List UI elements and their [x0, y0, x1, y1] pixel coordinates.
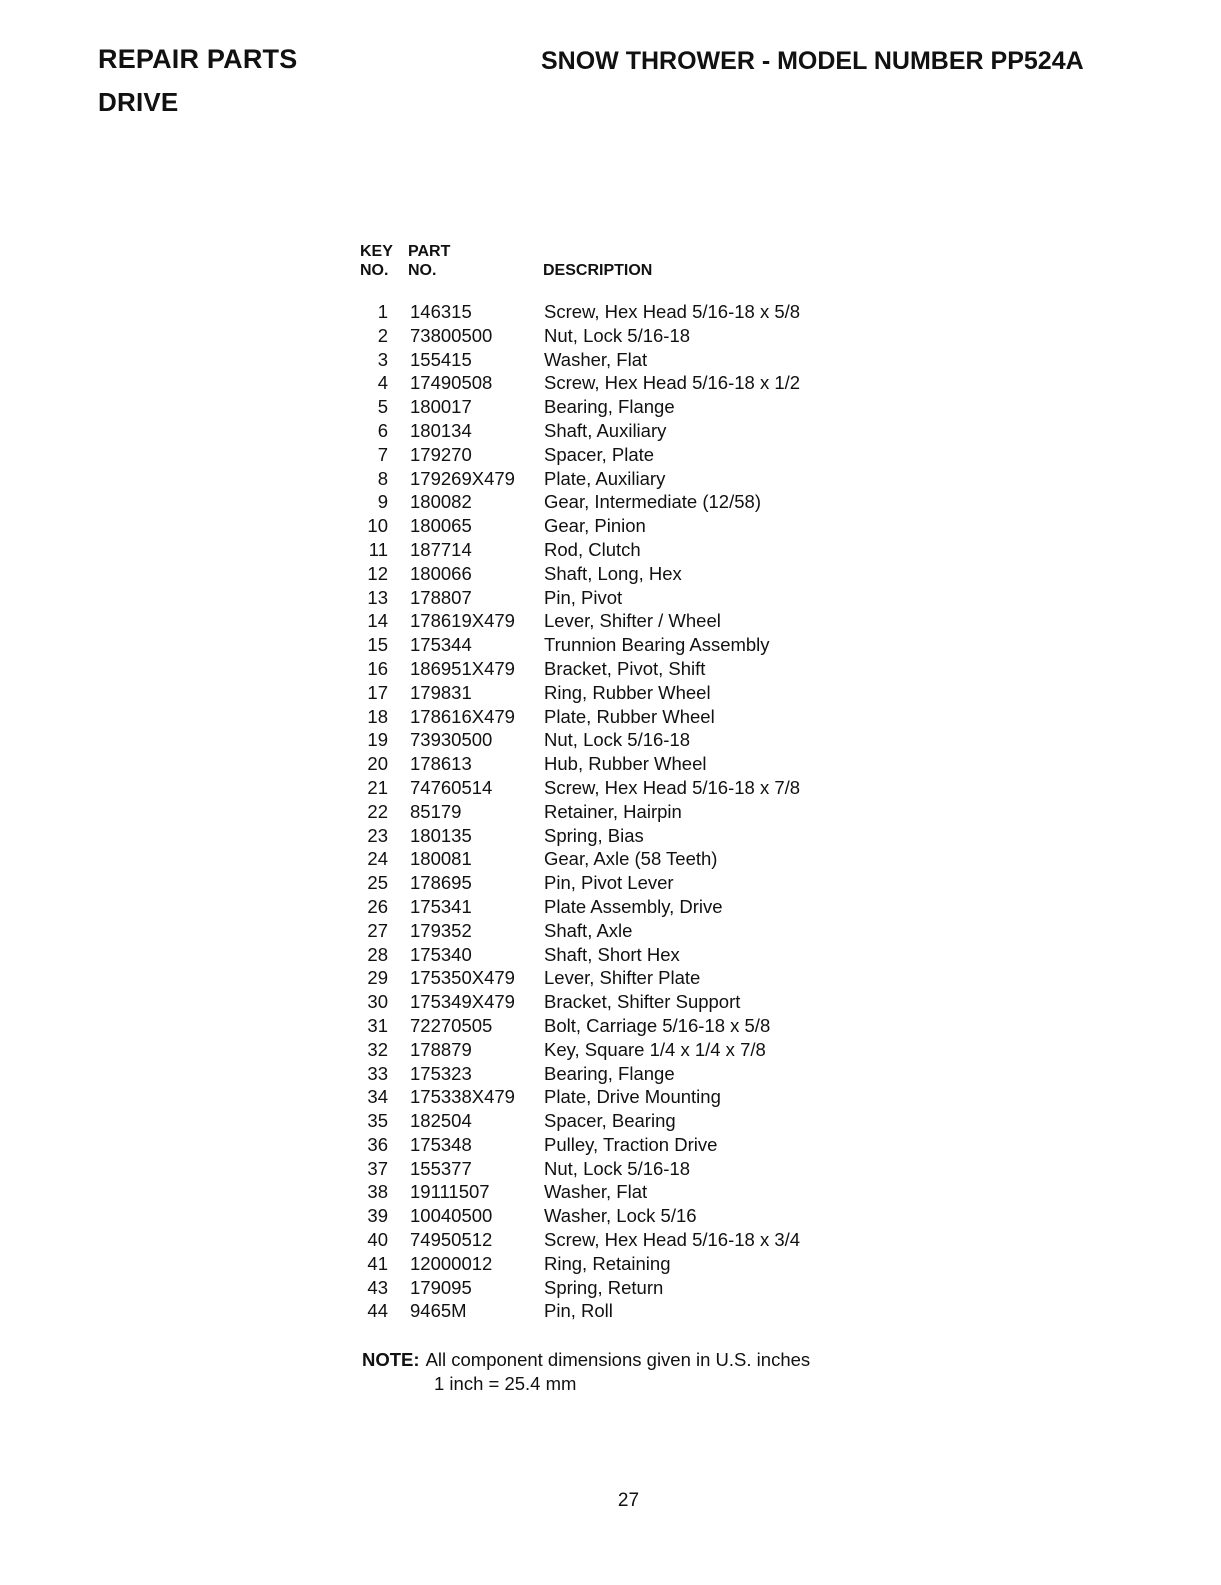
table-row: [358, 657, 878, 681]
description-cell: Ring, Rubber Wheel: [544, 681, 711, 703]
part-no-cell: 180081: [410, 848, 472, 870]
key-no-label-1: KEY: [360, 243, 393, 260]
part-no-cell: 175338X479: [410, 1086, 515, 1108]
part-no-cell: 155377: [410, 1157, 472, 1179]
key-no-cell: 41: [367, 1252, 388, 1274]
section-title: DRIVE: [98, 87, 179, 117]
key-no-cell: 29: [367, 967, 388, 989]
table-row: [358, 1038, 878, 1062]
description-cell: Nut, Lock 5/16-18: [544, 1157, 691, 1179]
description-cell: Gear, Pinion: [544, 515, 646, 537]
key-no-cell: 14: [367, 610, 388, 632]
part-no-cell: 179831: [410, 681, 472, 703]
key-no-cell: 16: [367, 657, 388, 679]
description-cell: Pin, Pivot: [544, 586, 623, 608]
description-cell: Lever, Shifter / Wheel: [544, 610, 721, 632]
part-no-cell: 178807: [410, 586, 472, 608]
part-no-cell: 175349X479: [410, 991, 515, 1013]
key-no-cell: 39: [367, 1205, 388, 1227]
key-no-cell: 5: [377, 396, 388, 418]
note-line-2: 1 inch = 25.4 mm: [434, 1373, 577, 1394]
part-no-cell: 72270505: [410, 1014, 493, 1036]
description-cell: Bearing, Flange: [544, 1062, 675, 1084]
part-no-label-1: PART: [408, 243, 451, 260]
key-no-cell: 4: [377, 372, 388, 394]
part-no-cell: 180082: [410, 491, 472, 513]
description-cell: Lever, Shifter Plate: [544, 967, 701, 989]
key-no-cell: 17: [367, 681, 388, 703]
key-no-cell: 15: [367, 634, 388, 656]
table-row: [358, 871, 878, 895]
part-no-cell: 175341: [410, 895, 472, 917]
table-row: [358, 1252, 878, 1276]
table-row: [358, 1180, 878, 1204]
table-row: [358, 1157, 878, 1181]
key-no-cell: 44: [367, 1300, 388, 1322]
description-cell: Pulley, Traction Drive: [544, 1133, 718, 1155]
part-no-cell: 179270: [410, 443, 472, 465]
part-no-cell: 9465M: [410, 1300, 467, 1322]
key-no-cell: 31: [367, 1014, 388, 1036]
key-no-cell: 12: [367, 562, 388, 584]
page-title: REPAIR PARTS: [98, 44, 298, 74]
description-cell: Gear, Axle (58 Teeth): [544, 848, 718, 870]
key-no-cell: 30: [367, 991, 388, 1013]
key-no-cell: 32: [367, 1038, 388, 1060]
table-row: [358, 728, 878, 752]
part-no-cell: 146315: [410, 301, 472, 322]
table-row: [358, 1204, 878, 1228]
parts-list: [358, 240, 878, 1323]
table-row: [358, 443, 878, 467]
key-no-cell: 10: [367, 515, 388, 537]
description-cell: Spring, Bias: [544, 824, 644, 846]
key-no-cell: 26: [367, 895, 388, 917]
model-prefix: SNOW THROWER - MODEL NUMBER: [541, 47, 984, 75]
table-row: [358, 966, 878, 990]
part-no-cell: 155415: [410, 348, 472, 370]
part-no-cell: 73800500: [410, 324, 493, 346]
table-row: [358, 1299, 878, 1323]
key-no-cell: 36: [367, 1133, 388, 1155]
part-no-label-2: NO.: [408, 262, 437, 279]
table-row: [358, 1276, 878, 1300]
model-number: PP524A: [990, 47, 1084, 75]
description-cell: Nut, Lock 5/16-18: [544, 324, 691, 346]
description-cell: Hub, Rubber Wheel: [544, 753, 707, 775]
part-no-cell: 178695: [410, 872, 472, 894]
description-cell: Screw, Hex Head 5/16-18 x 3/4: [544, 1229, 801, 1251]
table-row: [358, 990, 878, 1014]
key-no-cell: 24: [367, 848, 388, 870]
key-no-cell: 20: [367, 753, 388, 775]
part-no-cell: 19111507: [410, 1181, 490, 1203]
key-no-cell: 8: [377, 467, 388, 489]
description-cell: Washer, Lock 5/16: [544, 1205, 697, 1227]
description-cell: Pin, Roll: [544, 1300, 613, 1322]
description-cell: Washer, Flat: [544, 1181, 648, 1203]
table-row: [358, 847, 878, 871]
page-header-left: [98, 46, 297, 115]
description-cell: Plate, Drive Mounting: [544, 1086, 721, 1108]
part-no-cell: 178613: [410, 753, 472, 775]
table-row: [358, 1085, 878, 1109]
key-no-cell: 43: [367, 1276, 388, 1298]
table-row: [358, 467, 878, 491]
part-no-cell: 175340: [410, 943, 472, 965]
key-no-cell: 27: [367, 919, 388, 941]
part-no-cell: 17490508: [410, 372, 493, 394]
table-row: [358, 752, 878, 776]
part-no-cell: 175350X479: [410, 967, 515, 989]
key-no-cell: 37: [367, 1157, 388, 1179]
table-row: [358, 586, 878, 610]
key-no-cell: 21: [367, 776, 388, 798]
table-row: [358, 681, 878, 705]
table-row: [358, 943, 878, 967]
part-no-cell: 179352: [410, 919, 472, 941]
description-cell: Nut, Lock 5/16-18: [544, 729, 691, 751]
table-row: [358, 348, 878, 372]
description-cell: Trunnion Bearing Assembly: [544, 634, 770, 656]
table-row: [358, 371, 878, 395]
model-heading: [541, 49, 1084, 74]
description-cell: Bearing, Flange: [544, 396, 675, 418]
description-cell: Washer, Flat: [544, 348, 648, 370]
part-no-cell: 178616X479: [410, 705, 515, 727]
table-row: [358, 1133, 878, 1157]
table-row: [358, 300, 878, 324]
key-no-cell: 19: [367, 729, 388, 751]
key-no-cell: 9: [377, 491, 388, 513]
part-no-cell: 178619X479: [410, 610, 515, 632]
description-cell: Shaft, Auxiliary: [544, 419, 667, 441]
table-row: [358, 324, 878, 348]
description-cell: Screw, Hex Head 5/16-18 x 5/8: [544, 301, 801, 322]
part-no-cell: 85179: [410, 800, 462, 822]
parts-list-header: [358, 240, 878, 300]
table-row: [358, 776, 878, 800]
part-no-cell: 175348: [410, 1133, 472, 1155]
key-no-cell: 11: [368, 538, 388, 560]
part-no-cell: 178879: [410, 1038, 472, 1060]
description-cell: Gear, Intermediate (12/58): [544, 491, 761, 513]
key-no-cell: 33: [367, 1062, 388, 1084]
table-row: [358, 419, 878, 443]
description-cell: Bolt, Carriage 5/16-18 x 5/8: [544, 1014, 771, 1036]
table-row: [358, 609, 878, 633]
key-no-cell: 25: [367, 872, 388, 894]
table-row: [358, 395, 878, 419]
part-no-cell: 179095: [410, 1276, 472, 1298]
key-no-label-2: NO.: [360, 262, 389, 279]
description-cell: Screw, Hex Head 5/16-18 x 7/8: [544, 776, 801, 798]
note-label: NOTE:: [362, 1349, 420, 1370]
key-no-cell: 2: [377, 324, 388, 346]
key-no-cell: 23: [367, 824, 388, 846]
table-row: [358, 562, 878, 586]
description-label: DESCRIPTION: [543, 262, 653, 279]
part-no-cell: 12000012: [410, 1252, 493, 1274]
key-no-cell: 22: [367, 800, 388, 822]
description-cell: Rod, Clutch: [544, 538, 641, 560]
key-no-cell: 7: [377, 443, 388, 465]
table-row: [358, 490, 878, 514]
description-cell: Bracket, Shifter Support: [544, 991, 741, 1013]
part-no-cell: 179269X479: [410, 467, 515, 489]
description-cell: Spring, Return: [544, 1276, 664, 1298]
table-row: [358, 1062, 878, 1086]
description-cell: Retainer, Hairpin: [544, 800, 682, 822]
key-no-cell: 38: [367, 1181, 388, 1203]
table-row: [358, 514, 878, 538]
description-cell: Key, Square 1/4 x 1/4 x 7/8: [544, 1038, 766, 1060]
key-no-cell: 1: [377, 301, 388, 322]
note: [362, 1348, 810, 1396]
table-row: [358, 705, 878, 729]
description-cell: Shaft, Short Hex: [544, 943, 680, 965]
table-row: [358, 633, 878, 657]
description-cell: Bracket, Pivot, Shift: [544, 657, 706, 679]
part-no-cell: 73930500: [410, 729, 493, 751]
description-cell: Plate, Rubber Wheel: [544, 705, 715, 727]
key-no-cell: 28: [367, 943, 388, 965]
description-cell: Pin, Pivot Lever: [544, 872, 674, 894]
part-no-cell: 74760514: [410, 776, 493, 798]
part-no-cell: 186951X479: [410, 657, 515, 679]
description-cell: Shaft, Long, Hex: [544, 562, 682, 584]
part-no-cell: 180134: [410, 419, 472, 441]
description-cell: Shaft, Axle: [544, 919, 633, 941]
key-no-cell: 3: [377, 348, 388, 370]
page-number: 27: [617, 1490, 640, 1511]
table-row: [358, 895, 878, 919]
note-line-1: All component dimensions given in U.S. inches: [425, 1349, 811, 1370]
part-no-cell: 10040500: [410, 1205, 493, 1227]
table-row: [358, 1228, 878, 1252]
part-no-cell: 74950512: [410, 1229, 493, 1251]
parts-rows: [358, 300, 878, 1323]
description-cell: Spacer, Plate: [544, 443, 655, 465]
description-cell: Spacer, Bearing: [544, 1110, 676, 1132]
description-cell: Screw, Hex Head 5/16-18 x 1/2: [544, 372, 801, 394]
key-no-cell: 35: [367, 1110, 388, 1132]
key-no-cell: 40: [367, 1229, 388, 1251]
part-no-cell: 182504: [410, 1110, 472, 1132]
table-row: [358, 1014, 878, 1038]
part-no-cell: 175323: [410, 1062, 472, 1084]
table-row: [358, 800, 878, 824]
table-row: [358, 824, 878, 848]
description-cell: Ring, Retaining: [544, 1252, 671, 1274]
part-no-cell: 175344: [410, 634, 472, 656]
description-cell: Plate, Auxiliary: [544, 467, 666, 489]
part-no-cell: 180066: [410, 562, 472, 584]
part-no-cell: 180135: [410, 824, 472, 846]
description-cell: Plate Assembly, Drive: [544, 895, 723, 917]
part-no-cell: 187714: [410, 538, 472, 560]
key-no-cell: 6: [377, 419, 388, 441]
key-no-cell: 34: [367, 1086, 388, 1108]
table-row: [358, 919, 878, 943]
key-no-cell: 13: [367, 586, 388, 608]
table-row: [358, 538, 878, 562]
table-row: [358, 1109, 878, 1133]
key-no-cell: 18: [367, 705, 388, 727]
part-no-cell: 180065: [410, 515, 472, 537]
part-no-cell: 180017: [410, 396, 472, 418]
